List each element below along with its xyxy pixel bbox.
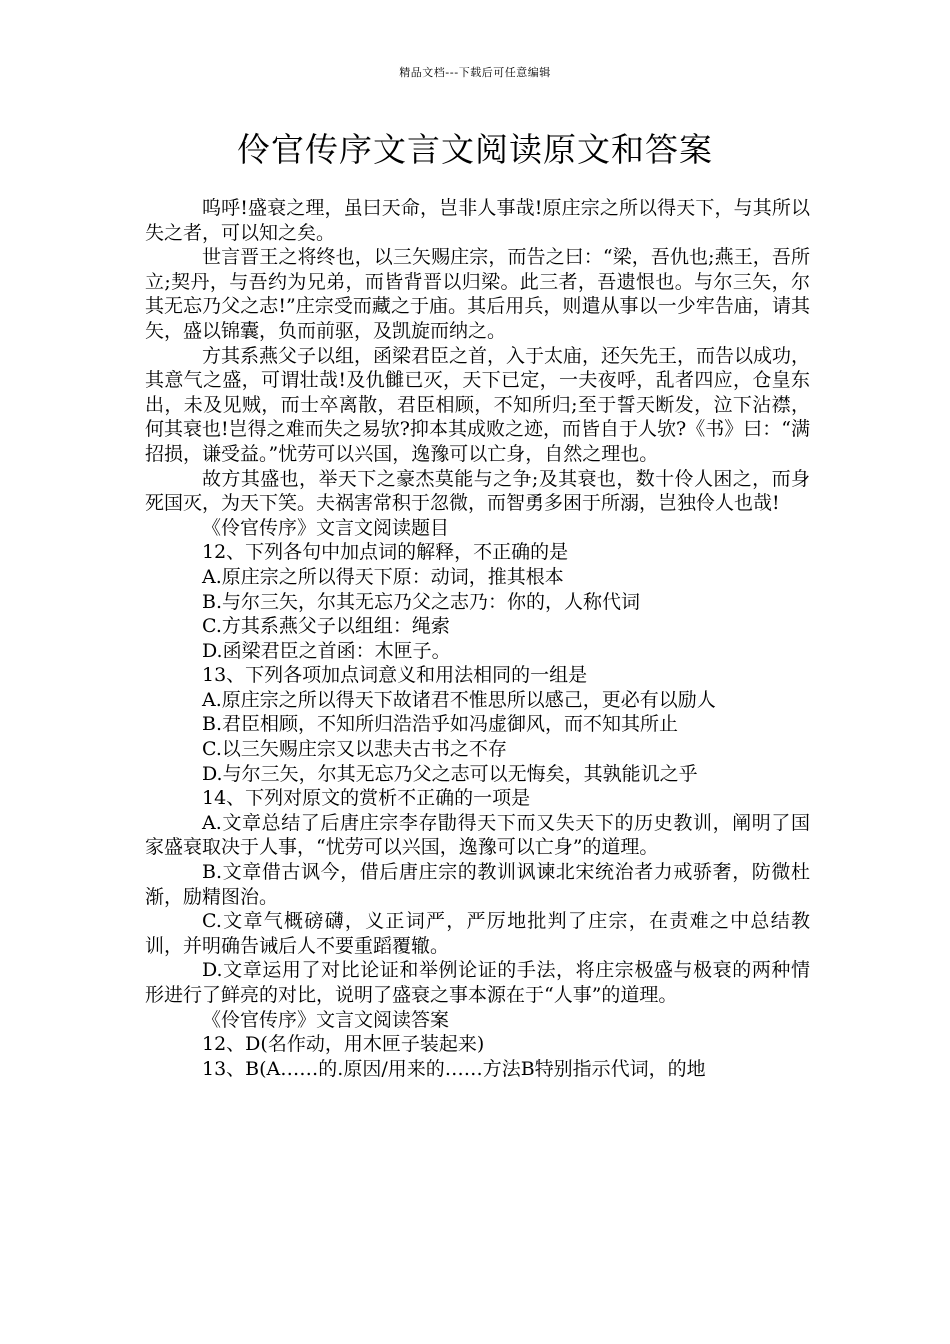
answer-12: 12、D(名作动，用木匣子装起来) (202, 1033, 485, 1056)
question-14-option-b: B.文章借古讽今，借后唐庄宗的教训讽谏北宋统治者力戒骄奢，防微杜渐，励精图治。 (145, 861, 810, 908)
answers-heading: 《伶官传序》文言文阅读答案 (202, 1008, 450, 1031)
passage-paragraph-1: 呜呼!盛衰之理，虽曰天命，岂非人事哉!原庄宗之所以得天下，与其所以失之者，可以知之矣。 (145, 197, 810, 244)
question-12-option-b: B.与尔三矢，尔其无忘乃父之志乃：你的，人称代词 (202, 590, 641, 613)
question-13-option-b: B.君臣相顾，不知所归浩浩乎如冯虚御风，而不知其所止 (202, 713, 679, 736)
question-12-option-c: C.方其系燕父子以组组：绳索 (202, 615, 450, 638)
question-14-option-a: A.文章总结了后唐庄宗李存勖得天下而又失天下的历史教训，阐明了国家盛衰取决于人事，“忧劳可以兴国，逸豫可以亡身”的道理。 (145, 811, 810, 859)
question-14-option-d: D.文章运用了对比论证和举例论证的手法，将庄宗极盛与极衰的两种情形进行了鲜亮的对比，说明了盛衰之事本源在于“人事”的道理。 (145, 959, 810, 1006)
question-12-option-a: A.原庄宗之所以得天下原：动词，推其根本 (202, 565, 564, 588)
passage-paragraph-2: 世言晋王之将终也，以三矢赐庄宗，而告之曰：“梁，吾仇也;燕王，吾所立;契丹，与吾约为兄弟，而皆背晋以归梁。此三者，吾遗恨也。与尔三矢，尔其无忘乃父之志!”庄宗受而藏之于庙。其后用兵，则遣从事以一少牢告庙，请其矢，盛以锦囊，负而前驱，及凯旋而纳之。 (145, 246, 810, 342)
question-14-option-c: C.文章气概磅礴，义正词严，严厉地批判了庄宗，在责难之中总结教训，并明确告诫后人不要重蹈覆辙。 (145, 910, 810, 957)
passage-paragraph-3: 方其系燕父子以组，函梁君臣之首，入于太庙，还矢先王，而告以成功，其意气之盛，可谓壮哉!及仇雠已灭，天下已定，一夫夜呼，乱者四应，仓皇东出，未及见贼，而士卒离散，君臣相顾，不知所归;至于誓天断发，泣下沾襟，何其衰也!岂得之难而失之易欤?抑本其成败之迹，而皆自于人欤?《书》曰：“满招损，谦受益。”忧劳可以兴国，逸豫可以亡身，自然之理也。 (145, 344, 811, 465)
question-12-option-d: D.函梁君臣之首函：木匣子。 (202, 639, 451, 662)
document-body (145, 196, 810, 1081)
answer-13: 13、B(A……的.原因/用来的……方法B特别指示代词，的地 (202, 1057, 706, 1080)
question-12-stem: 12、下列各句中加点词的解释，不正确的是 (202, 541, 569, 564)
header-note: 精品文档---下载后可任意编辑 (399, 66, 551, 79)
question-13-option-d: D.与尔三矢，尔其无忘乃父之志可以无悔矣，其孰能讥之乎 (202, 762, 698, 785)
question-14-stem: 14、下列对原文的赏析不正确的一项是 (202, 787, 531, 810)
page-title: 伶官传序文言文阅读原文和答案 (237, 130, 713, 169)
questions-heading: 《伶官传序》文言文阅读题目 (202, 516, 450, 539)
passage-paragraph-4: 故方其盛也，举天下之豪杰莫能与之争;及其衰也，数十伶人困之，而身死国灭，为天下笑。夫祸害常积于忽微，而智勇多困于所溺，岂独伶人也哉! (145, 467, 810, 515)
question-13-stem: 13、下列各项加点词意义和用法相同的一组是 (202, 664, 588, 687)
question-13-option-c: C.以三矢赐庄宗又以悲夫古书之不存 (202, 738, 507, 761)
question-13-option-a: A.原庄宗之所以得天下故诸君不惟思所以感己，更必有以励人 (202, 688, 716, 711)
